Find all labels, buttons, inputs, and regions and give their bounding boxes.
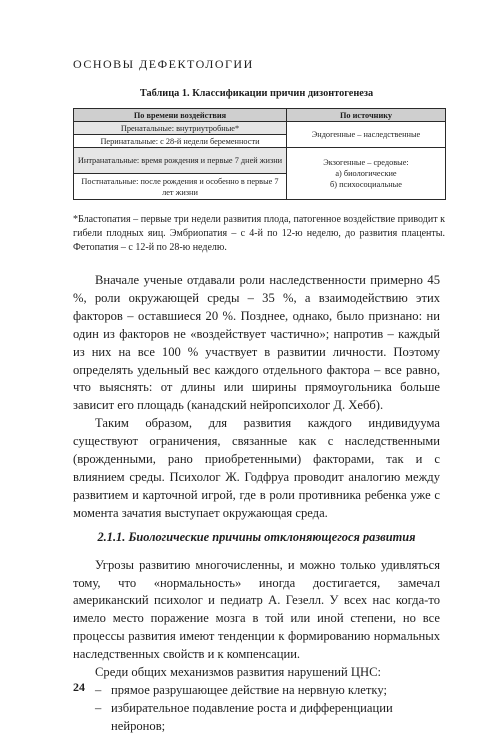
list-item: – избирательное подавление роста и дифференциации нейронов;	[95, 700, 440, 736]
table-cell-exogenous	[287, 148, 446, 200]
table-cell-intranatal: Интранатальные: время рождения и первые 7 дней жизни	[74, 148, 287, 174]
paragraph: Среди общих механизмов развития нарушений ЦНС:	[95, 665, 381, 680]
paragraph: Таким образом, для развития каждого индивидуума существуют ограничения, связанные как с наследственными (врожденными, рано приобретенными) факторами, так и с влиянием среды. Психолог Ж. Годфруа проводит аналогию между развитием и карточной игрой, где в роли противника ребенка уже с момента зачатия выступает окружающая среда.	[73, 416, 440, 520]
running-header: ОСНОВЫ ДЕФЕКТОЛОГИИ	[73, 57, 254, 71]
table-cell-perinatal: Перинатальные: с 28-й недели беременности	[74, 135, 287, 148]
exogenous-line: б) психосоциальные	[330, 180, 402, 189]
table-cell-endogenous: Эндогенные – наследственные	[287, 122, 446, 148]
table-header-time: По времени воздействия	[74, 109, 287, 122]
table-caption: Таблица 1. Классификации причин дизонтогенеза	[139, 88, 374, 99]
table-cell-postnatal: Постнатальные: после рождения и особенно в первые 7 лет жизни	[74, 174, 287, 200]
mechanisms-list	[73, 682, 440, 736]
list-item: – прямое разрушающее действие на нервную клетку;	[95, 682, 440, 700]
table-header-source: По источнику	[287, 109, 446, 122]
paragraph: Вначале ученые отдавали роли наследственности примерно 45 %, роли окружающей среды – 35 %, а взаимодействию этих факторов – оставшиеся 20 %. Позднее, однако, было признано: ни один из факторов не «воздействует частично»; напротив – каждый из них на все 100 % участвует в развитии личности. Поэтому определять удельный вес каждого отдельного фактора – все равно, что выяснять: от длины или ширины прямоугольника больше зависит его площадь (канадский нейропсихолог Д. Хебб).	[73, 273, 440, 413]
main-text	[73, 272, 440, 736]
table-footnote: *Бластопатия – первые три недели развития плода, патогенное воздействие приводит к гибели плодных яиц. Эмбриопатия – с 4-й по 12-ю неделю, до развития плаценты. Фетопатия – с 12-й по 28-ю неделю.	[73, 214, 445, 253]
exogenous-line: а) биологические	[335, 169, 397, 178]
page-number: 24	[73, 680, 85, 694]
table-cell-prenatal: Пренатальные: внутриутробные*	[74, 122, 287, 135]
section-heading: 2.1.1. Биологические причины отклоняющегося развития	[97, 529, 416, 544]
exogenous-line: Экзогенные – средовые:	[323, 158, 409, 167]
paragraph: Угрозы развитию многочисленны, и можно только удивляться тому, что «нормальность» иногда достигается, замечал американский психолог и педиатр А. Гезелл. У всех нас когда-то имело место поражение мозга в той или иной степени, но все процессы развития имеют тенденции к формированию нормальных наследственных свойств и к компенсации.	[73, 557, 440, 662]
classification-table	[73, 108, 446, 200]
